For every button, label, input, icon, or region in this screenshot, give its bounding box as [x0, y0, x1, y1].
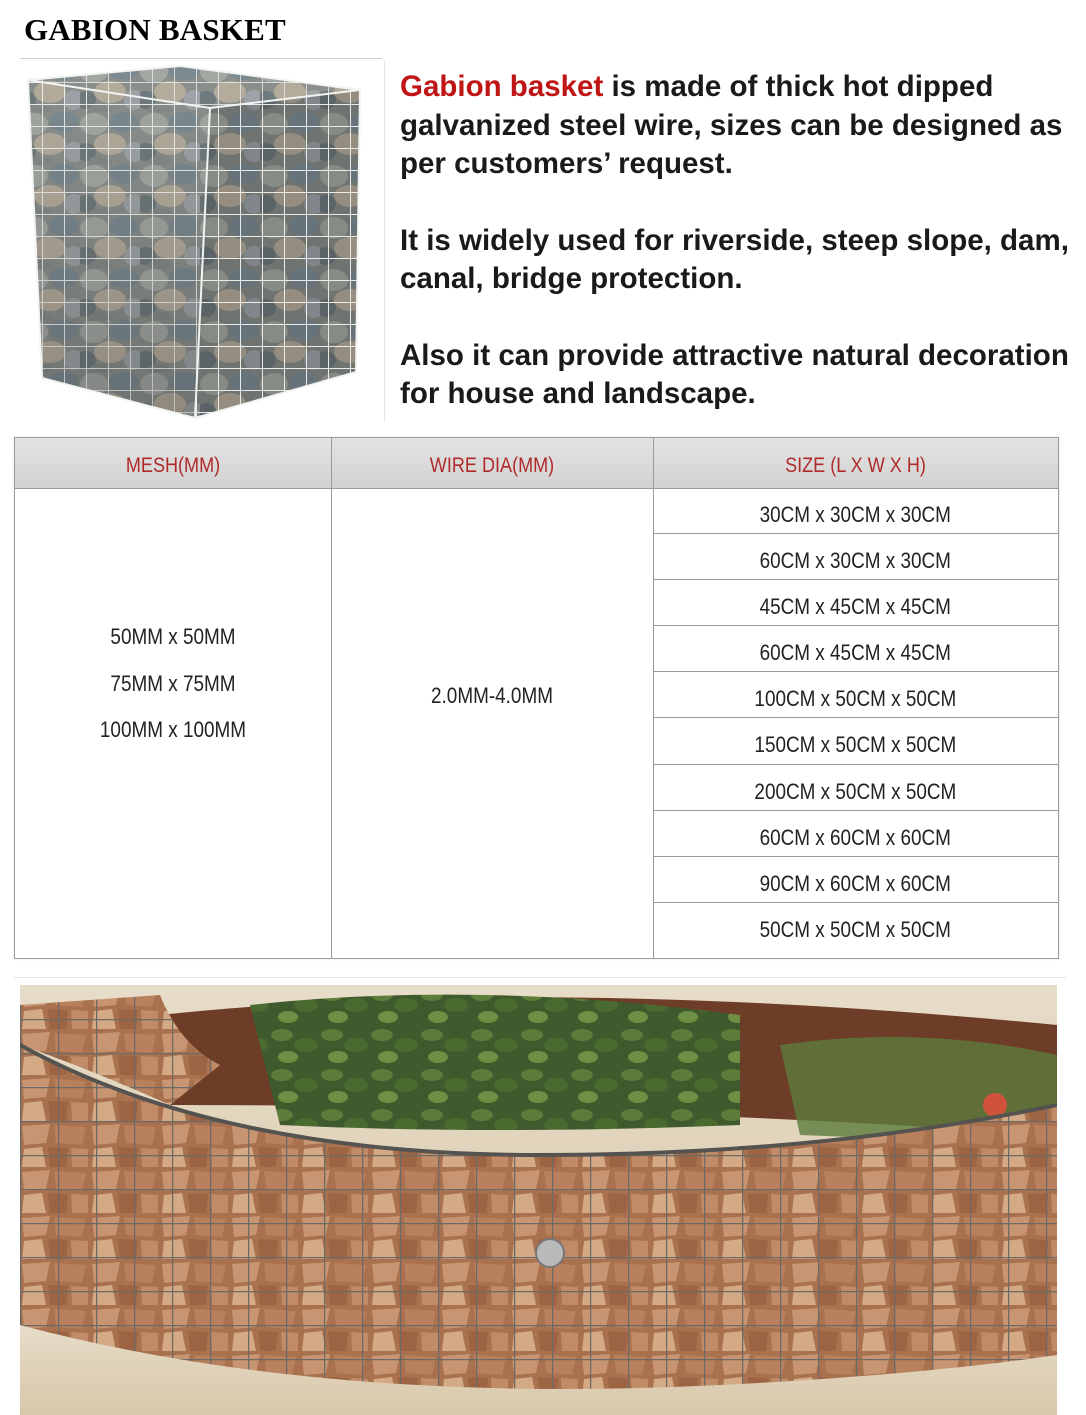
description-paragraph-3: Also it can provide attractive natural decoration for house and landscape.	[400, 338, 1069, 410]
size-value: 90CM x 60CM x 60CM	[759, 870, 952, 896]
header-size: SIZE (L X W X H)	[785, 454, 926, 477]
description-paragraph-1-text: is made of thick hot dipped galvanized steel wire, sizes can be designed as per customers’ request.	[400, 70, 1063, 180]
product-description	[400, 68, 1070, 414]
size-row	[653, 534, 1058, 580]
size-row	[653, 580, 1058, 626]
size-value: 200CM x 50CM x 50CM	[754, 778, 957, 804]
mesh-cell	[15, 621, 331, 761]
size-value: 45CM x 45CM x 45CM	[759, 594, 952, 620]
title-divider	[20, 58, 382, 59]
page-title: GABION BASKET	[24, 12, 286, 47]
size-row	[653, 718, 1058, 764]
size-value: 50CM x 50CM x 50CM	[759, 916, 952, 942]
gabion-basket-photo	[20, 60, 385, 422]
header-mesh: MESH(MM)	[125, 454, 221, 477]
wire-dia-cell: 2.0MM-4.0MM	[431, 683, 553, 708]
mesh-value: 75MM x 75MM	[110, 670, 236, 696]
size-value: 150CM x 50CM x 50CM	[754, 732, 957, 758]
mesh-value: 100MM x 100MM	[99, 717, 247, 742]
size-value: 60CM x 60CM x 60CM	[759, 824, 952, 850]
description-paragraph-2: It is widely used for riverside, steep slope, dam, canal, bridge protection.	[400, 223, 1069, 295]
size-value: 30CM x 30CM x 30CM	[759, 502, 952, 527]
section-divider	[14, 977, 1066, 978]
size-value: 60CM x 30CM x 30CM	[759, 548, 952, 574]
size-row	[653, 857, 1058, 903]
size-row	[653, 488, 1058, 534]
size-value: 100CM x 50CM x 50CM	[754, 686, 957, 712]
size-row	[653, 626, 1058, 672]
size-row	[653, 903, 1058, 949]
size-row	[653, 811, 1058, 857]
mesh-value: 50MM x 50MM	[110, 624, 236, 649]
size-row	[653, 672, 1058, 718]
size-row	[653, 765, 1058, 811]
table-header-row	[15, 438, 1058, 489]
size-column	[653, 488, 1058, 949]
size-value: 60CM x 45CM x 45CM	[759, 640, 952, 666]
column-divider	[331, 438, 332, 958]
description-paragraph-1	[400, 68, 1070, 184]
header-wire-dia: WIRE DIA(MM)	[429, 454, 555, 477]
product-name-highlight: Gabion basket	[400, 70, 604, 103]
specification-table	[14, 437, 1059, 959]
garden-planter-photo	[20, 985, 1057, 1415]
